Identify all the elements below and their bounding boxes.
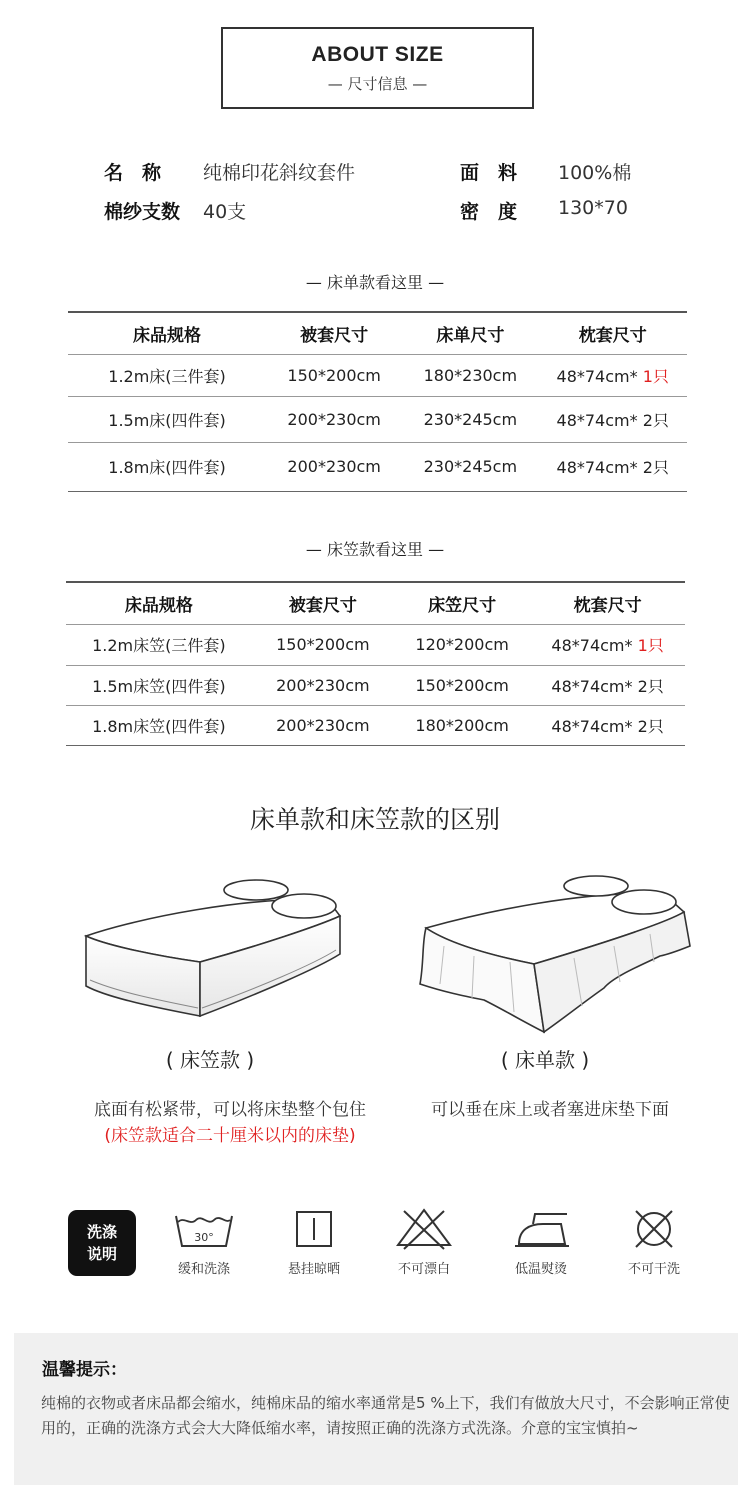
title-en: ABOUT SIZE (311, 43, 444, 66)
cell-pillow (538, 396, 687, 442)
cell-spec: 1.8m床(四件套) (108, 458, 226, 477)
fitted-bed-illustration (78, 876, 346, 1026)
fitted-section-title: — 床笠款看这里 — (305, 540, 445, 559)
title-box (221, 27, 534, 109)
table-row (68, 442, 687, 491)
sheet-section-title: — 床单款看这里 — (305, 273, 445, 292)
table-row (68, 354, 687, 396)
info-yarn-label: 棉纱支数 (104, 201, 181, 223)
cell-duvet: 150*200cm (276, 635, 370, 654)
cell-duvet: 200*230cm (287, 409, 381, 429)
wash-label: 缓和洗涤 (177, 1262, 230, 1277)
info-name-label: 名 称 (104, 162, 162, 184)
pillow-size: 48*74cm* (556, 366, 638, 386)
cell-sheet: 230*245cm (423, 457, 518, 476)
tips-title: 温馨提示： (42, 1360, 127, 1380)
sheet-size-table (68, 311, 687, 492)
info-fabric-value: 100%棉 (558, 162, 632, 184)
tips-body: 纯棉的衣物或者床品都会缩水，纯棉床品的缩水率通常是5 %上下，我们有做放大尺寸，不会影响正常使用的，正确的洗涤方式会大大降低缩水率，请按照正确的洗涤方式洗涤。介意的宝宝慎拍~ (41, 1394, 730, 1437)
header-pillow: 枕套尺寸 (573, 595, 642, 616)
fitted-label: ( 床笠款 ) (165, 1048, 255, 1072)
cell-duvet: 150*200cm (287, 365, 381, 385)
wash-item-hang-dry (259, 1210, 369, 1277)
title-cn: — 尺寸信息 — (327, 75, 428, 93)
pillow-size: 48*74cm* (556, 458, 638, 477)
fitted-note: (床笠款适合二十厘米以内的床垫) (104, 1126, 356, 1146)
wash-label: 不可漂白 (397, 1262, 450, 1277)
wash-badge-line2: 说明 (86, 1245, 117, 1263)
header-duvet: 被套尺寸 (288, 595, 357, 616)
info-name-value: 纯棉印花斜纹套件 (203, 162, 356, 184)
tips-box (14, 1333, 738, 1485)
table-row (66, 624, 685, 665)
header-fitted: 床笠尺寸 (428, 595, 497, 616)
iron-icon (509, 1210, 573, 1250)
header-spec: 床品规格 (124, 595, 193, 616)
info-density-value: 130*70 (558, 197, 628, 219)
flat-sheet-bed-illustration (414, 872, 694, 1037)
table-row (66, 705, 685, 745)
no-bleach-icon (392, 1207, 456, 1250)
cell-fitted: 180*200cm (415, 715, 509, 735)
sheet-description: 可以垂在床上或者塞进床垫下面 (431, 1100, 669, 1120)
header-duvet: 被套尺寸 (300, 325, 369, 346)
cell-duvet: 200*230cm (276, 675, 370, 695)
wash-label: 不可干洗 (627, 1262, 680, 1277)
wash-label: 悬挂晾晒 (287, 1262, 340, 1277)
cell-fitted: 120*200cm (415, 635, 509, 654)
cell-sheet: 230*245cm (423, 409, 518, 429)
wash-temp: 30° (194, 1231, 214, 1244)
wash-label: 低温熨烫 (514, 1262, 567, 1277)
cell-pillow (538, 354, 687, 396)
sheet-label: ( 床单款 ) (500, 1048, 590, 1072)
cell-spec: 1.2m床(三件套) (108, 366, 226, 386)
info-density-label: 密 度 (460, 201, 518, 223)
cell-fitted: 150*200cm (415, 675, 509, 695)
header-sheet: 床单尺寸 (436, 325, 505, 346)
pillow-qty: 2只 (642, 458, 669, 477)
pillow-size: 48*74cm* (551, 676, 633, 696)
cell-pillow (530, 624, 685, 665)
cell-duvet: 200*230cm (276, 715, 370, 735)
wash-badge-line1: 洗涤 (86, 1223, 117, 1241)
wash-item-no-dry-clean (599, 1208, 709, 1277)
table-row (66, 665, 685, 705)
cell-spec: 1.5m床笠(四件套) (92, 676, 226, 696)
pillow-qty: 1只 (642, 366, 669, 386)
table-row (68, 396, 687, 442)
fitted-description: 底面有松紧带，可以将床垫整个包住 (94, 1100, 366, 1120)
no-dry-clean-icon (622, 1208, 686, 1250)
cell-pillow (530, 705, 685, 745)
cell-duvet: 200*230cm (287, 457, 381, 476)
wash-item-gentle (149, 1210, 259, 1277)
cell-spec: 1.5m床(四件套) (108, 410, 226, 430)
cell-pillow (538, 442, 687, 491)
wash-item-iron (486, 1210, 596, 1277)
cell-pillow (530, 665, 685, 705)
pillow-qty: 1只 (637, 636, 664, 655)
cell-sheet: 180*230cm (423, 365, 518, 385)
wash-item-no-bleach (369, 1207, 479, 1277)
pillow-qty: 2只 (637, 716, 664, 736)
pillow-qty: 2只 (642, 410, 669, 430)
cell-spec: 1.8m床笠(四件套) (92, 716, 226, 736)
header-pillow: 枕套尺寸 (578, 325, 647, 346)
header-spec: 床品规格 (133, 325, 202, 346)
table-header-row (66, 582, 685, 624)
difference-title: 床单款和床笠款的区别 (249, 805, 500, 834)
info-yarn-value: 40支 (203, 201, 247, 223)
pillow-size: 48*74cm* (556, 410, 638, 430)
pillow-qty: 2只 (637, 676, 664, 696)
pillow-size: 48*74cm* (551, 716, 633, 736)
wash-badge (68, 1210, 136, 1276)
table-header-row (68, 312, 687, 354)
fitted-size-table (66, 581, 685, 746)
pillow-size: 48*74cm* (551, 636, 633, 655)
hang-dry-icon (282, 1210, 346, 1250)
wash-basin-icon (172, 1210, 236, 1250)
cell-spec: 1.2m床笠(三件套) (92, 636, 226, 655)
info-fabric-label: 面 料 (460, 162, 518, 184)
